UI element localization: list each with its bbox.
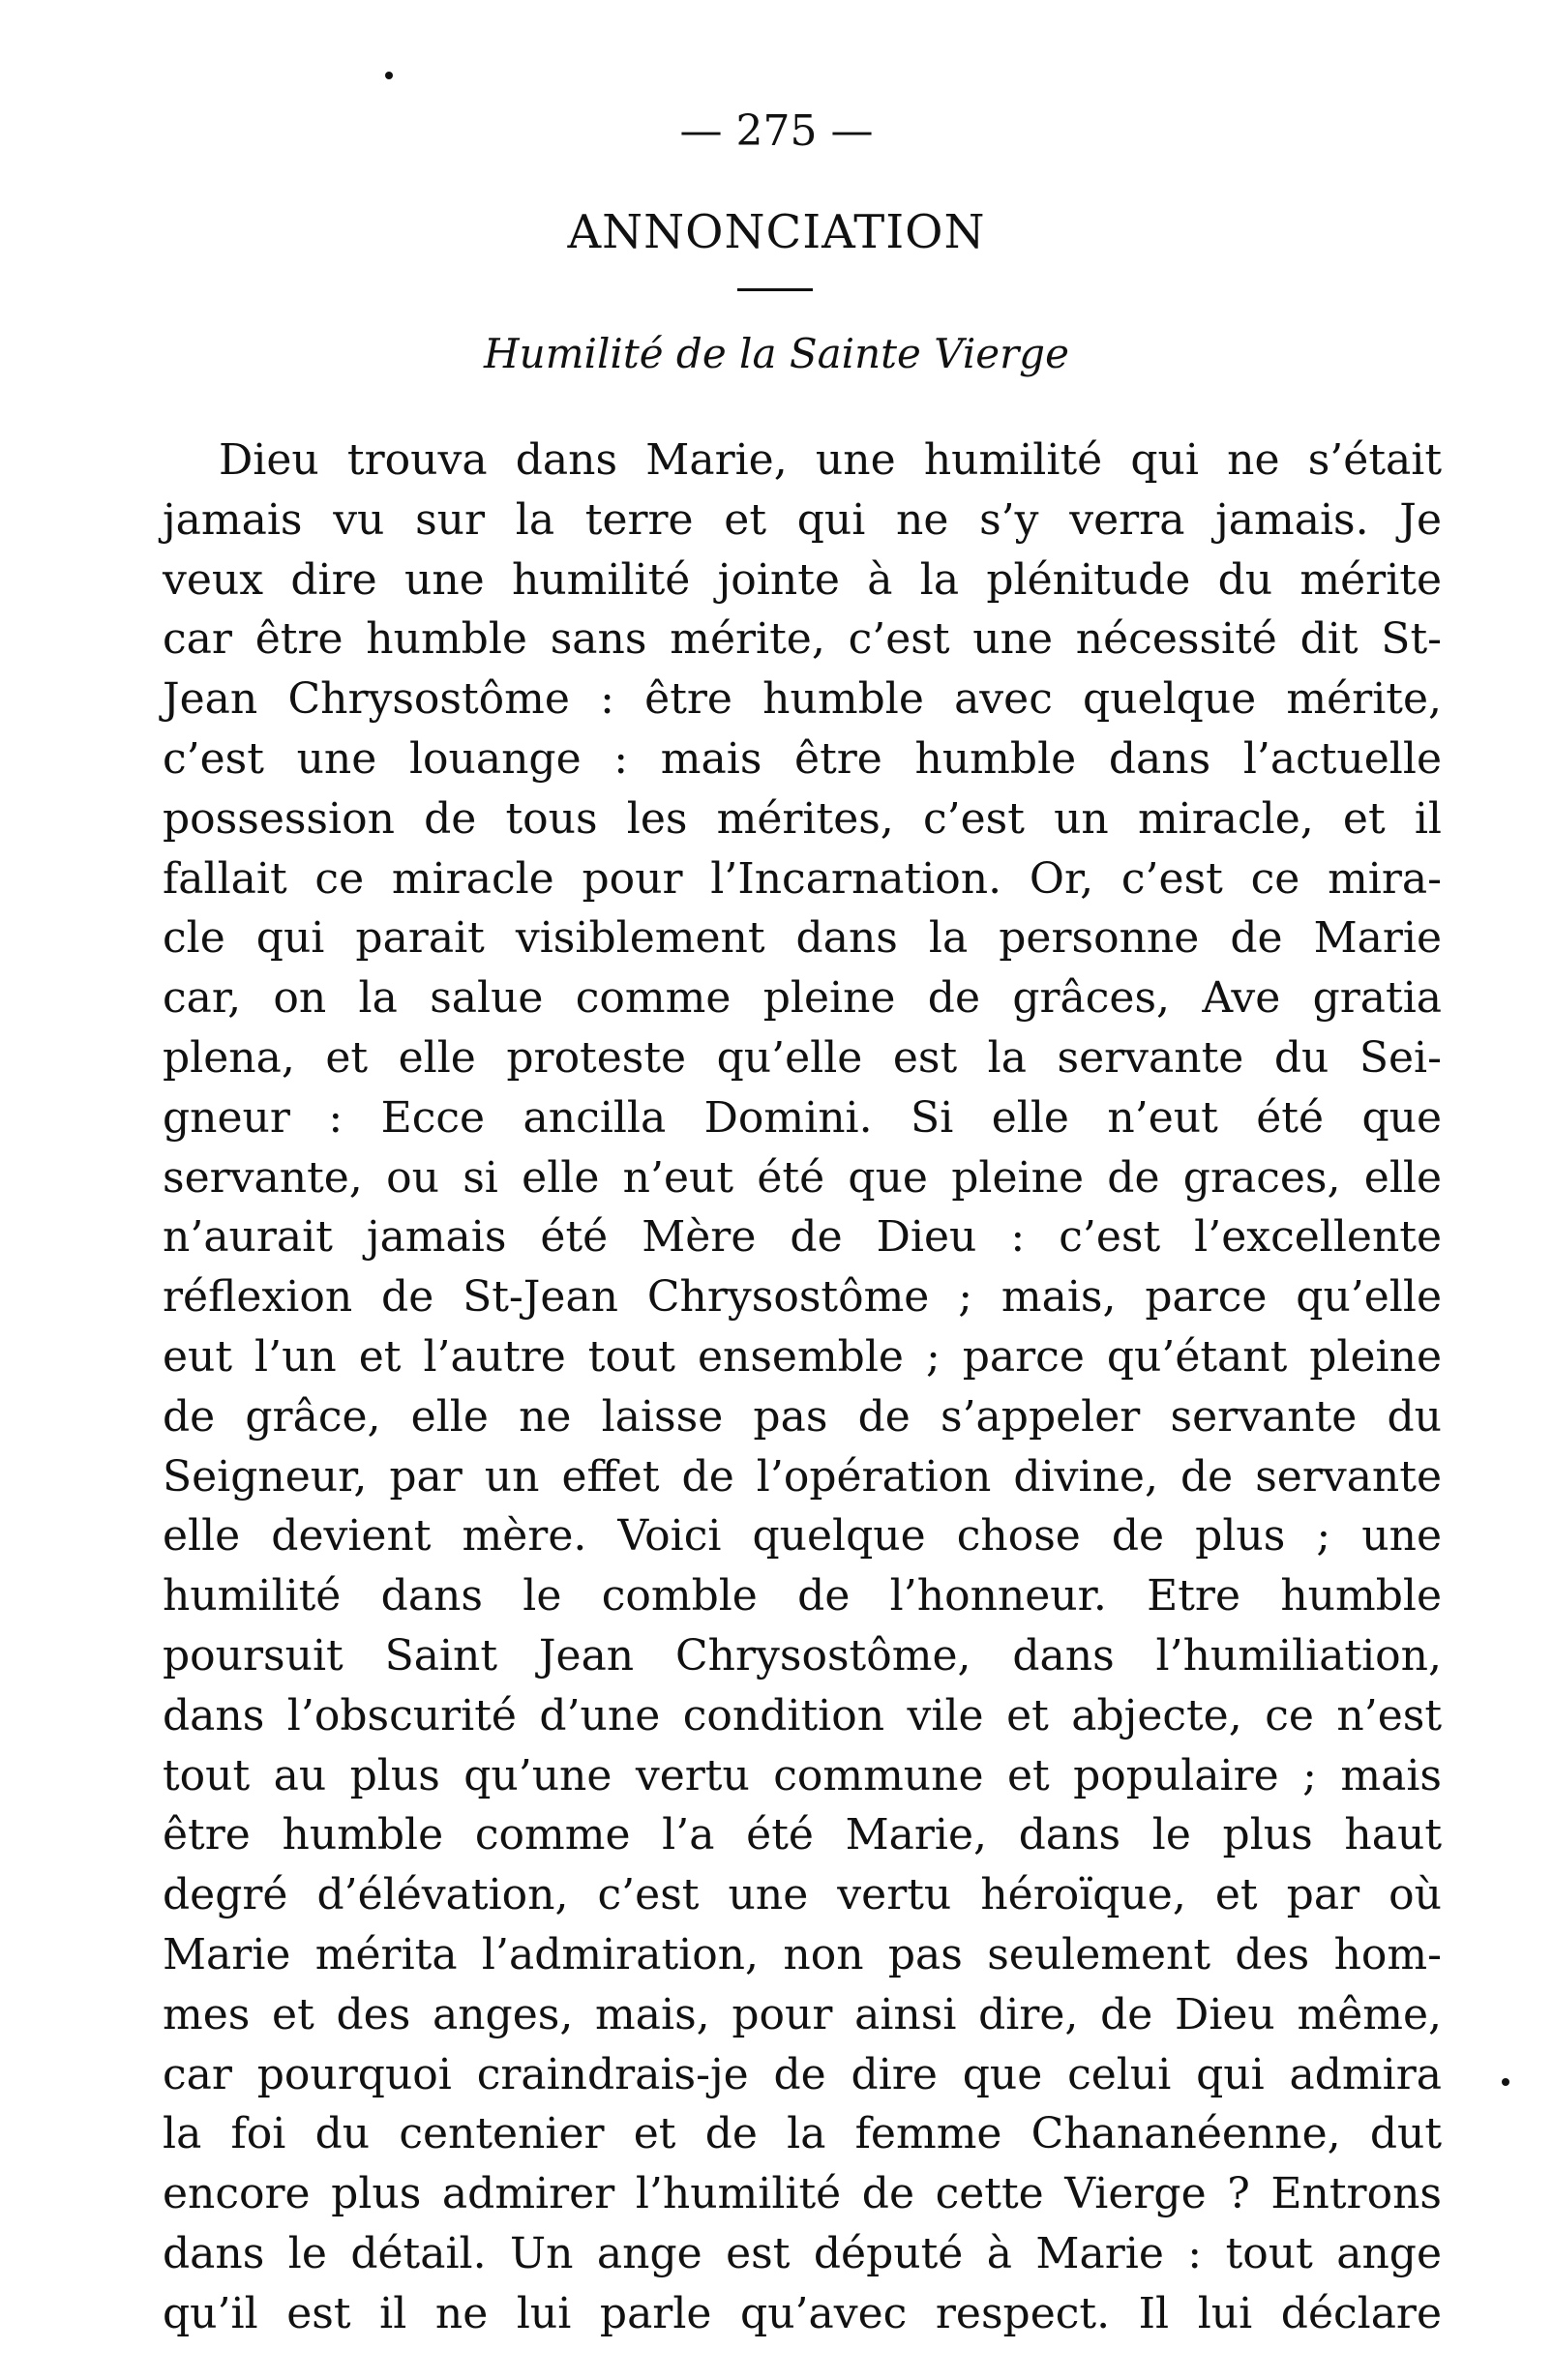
text-line: cle qui parait visiblement dans la personne de Marie [163,913,1442,964]
text-line: plena, et elle proteste qu’elle est la servante du Sei- [163,1032,1442,1083]
title-rule [737,288,813,291]
text-line: dans le détail. Un ange est député à Marie : tout ange [163,2228,1442,2278]
body-paragraph [163,431,1442,2344]
text-line: jamais vu sur la terre et qui ne s’y verra jamais. Je [163,494,1442,545]
text-line: humilité dans le comble de l’honneur. Etre humble [163,1571,1442,1621]
text-line: eut l’un et l’autre tout ensemble ; parce qu’étant pleine [163,1331,1442,1382]
text-line: Dieu trouva dans Marie, une humilité qui ne s’était [219,435,1442,485]
text-line: poursuit Saint Jean Chrysostôme, dans l’humiliation, [163,1630,1442,1681]
text-line: car pourquoi craindrais-je de dire que celui qui admira [163,2049,1442,2099]
text-line: n’aurait jamais été Mère de Dieu : c’est l’excellente [163,1212,1442,1263]
text-line: Jean Chrysostôme : être humble avec quelque mérite, [163,674,1442,725]
chapter-title: ANNONCIATION [567,205,986,259]
text-line: de grâce, elle ne laisse pas de s’appeler servante du [163,1391,1442,1442]
text-line: tout au plus qu’une vertu commune et populaire ; mais [163,1750,1442,1800]
text-line: servante, ou si elle n’eut été que pleine de graces, elle [163,1152,1442,1203]
text-line: mes et des anges, mais, pour ainsi dire, de Dieu même, [163,1989,1442,2039]
section-subtitle: Humilité de la Sainte Vierge [484,330,1069,377]
text-line: qu’il est il ne lui parle qu’avec respect. Il lui déclare [163,2288,1442,2338]
text-line: réflexion de St-Jean Chrysostôme ; mais, parce qu’elle [163,1272,1442,1323]
text-line: car, on la salue comme pleine de grâces, Ave gratia [163,973,1442,1024]
text-line: gneur : Ecce ancilla Domini. Si elle n’eut été que [163,1092,1442,1143]
text-line: dans l’obscurité d’une condition vile et abjecte, ce n’est [163,1690,1442,1740]
specks-mark [1502,2078,1509,2086]
text-line: degré d’élévation, c’est une vertu héroïque, et par où [163,1870,1442,1920]
text-line: car être humble sans mérite, c’est une nécessité dit St- [163,614,1442,665]
page-number: — 275 — [679,106,874,156]
text-line: veux dire une humilité jointe à la plénitude du mérite [163,554,1442,605]
text-line: Seigneur, par un effet de l’opération divine, de servante [163,1451,1442,1502]
text-line: la foi du centenier et de la femme Chananéenne, dut [163,2109,1442,2159]
text-line: être humble comme l’a été Marie, dans le plus haut [163,1810,1442,1860]
text-line: encore plus admirer l’humilité de cette Vierge ? Entrons [163,2169,1442,2219]
text-line: c’est une louange : mais être humble dans l’actuelle [163,733,1442,784]
text-line: fallait ce miracle pour l’Incarnation. Or, c’est ce mira- [163,853,1442,904]
text-line: possession de tous les mérites, c’est un miracle, et il [163,793,1442,844]
text-line: elle devient mère. Voici quelque chose de plus ; une [163,1511,1442,1562]
specks-mark [385,72,393,79]
text-line: Marie mérita l’admiration, non pas seulement des hom- [163,1929,1442,1979]
